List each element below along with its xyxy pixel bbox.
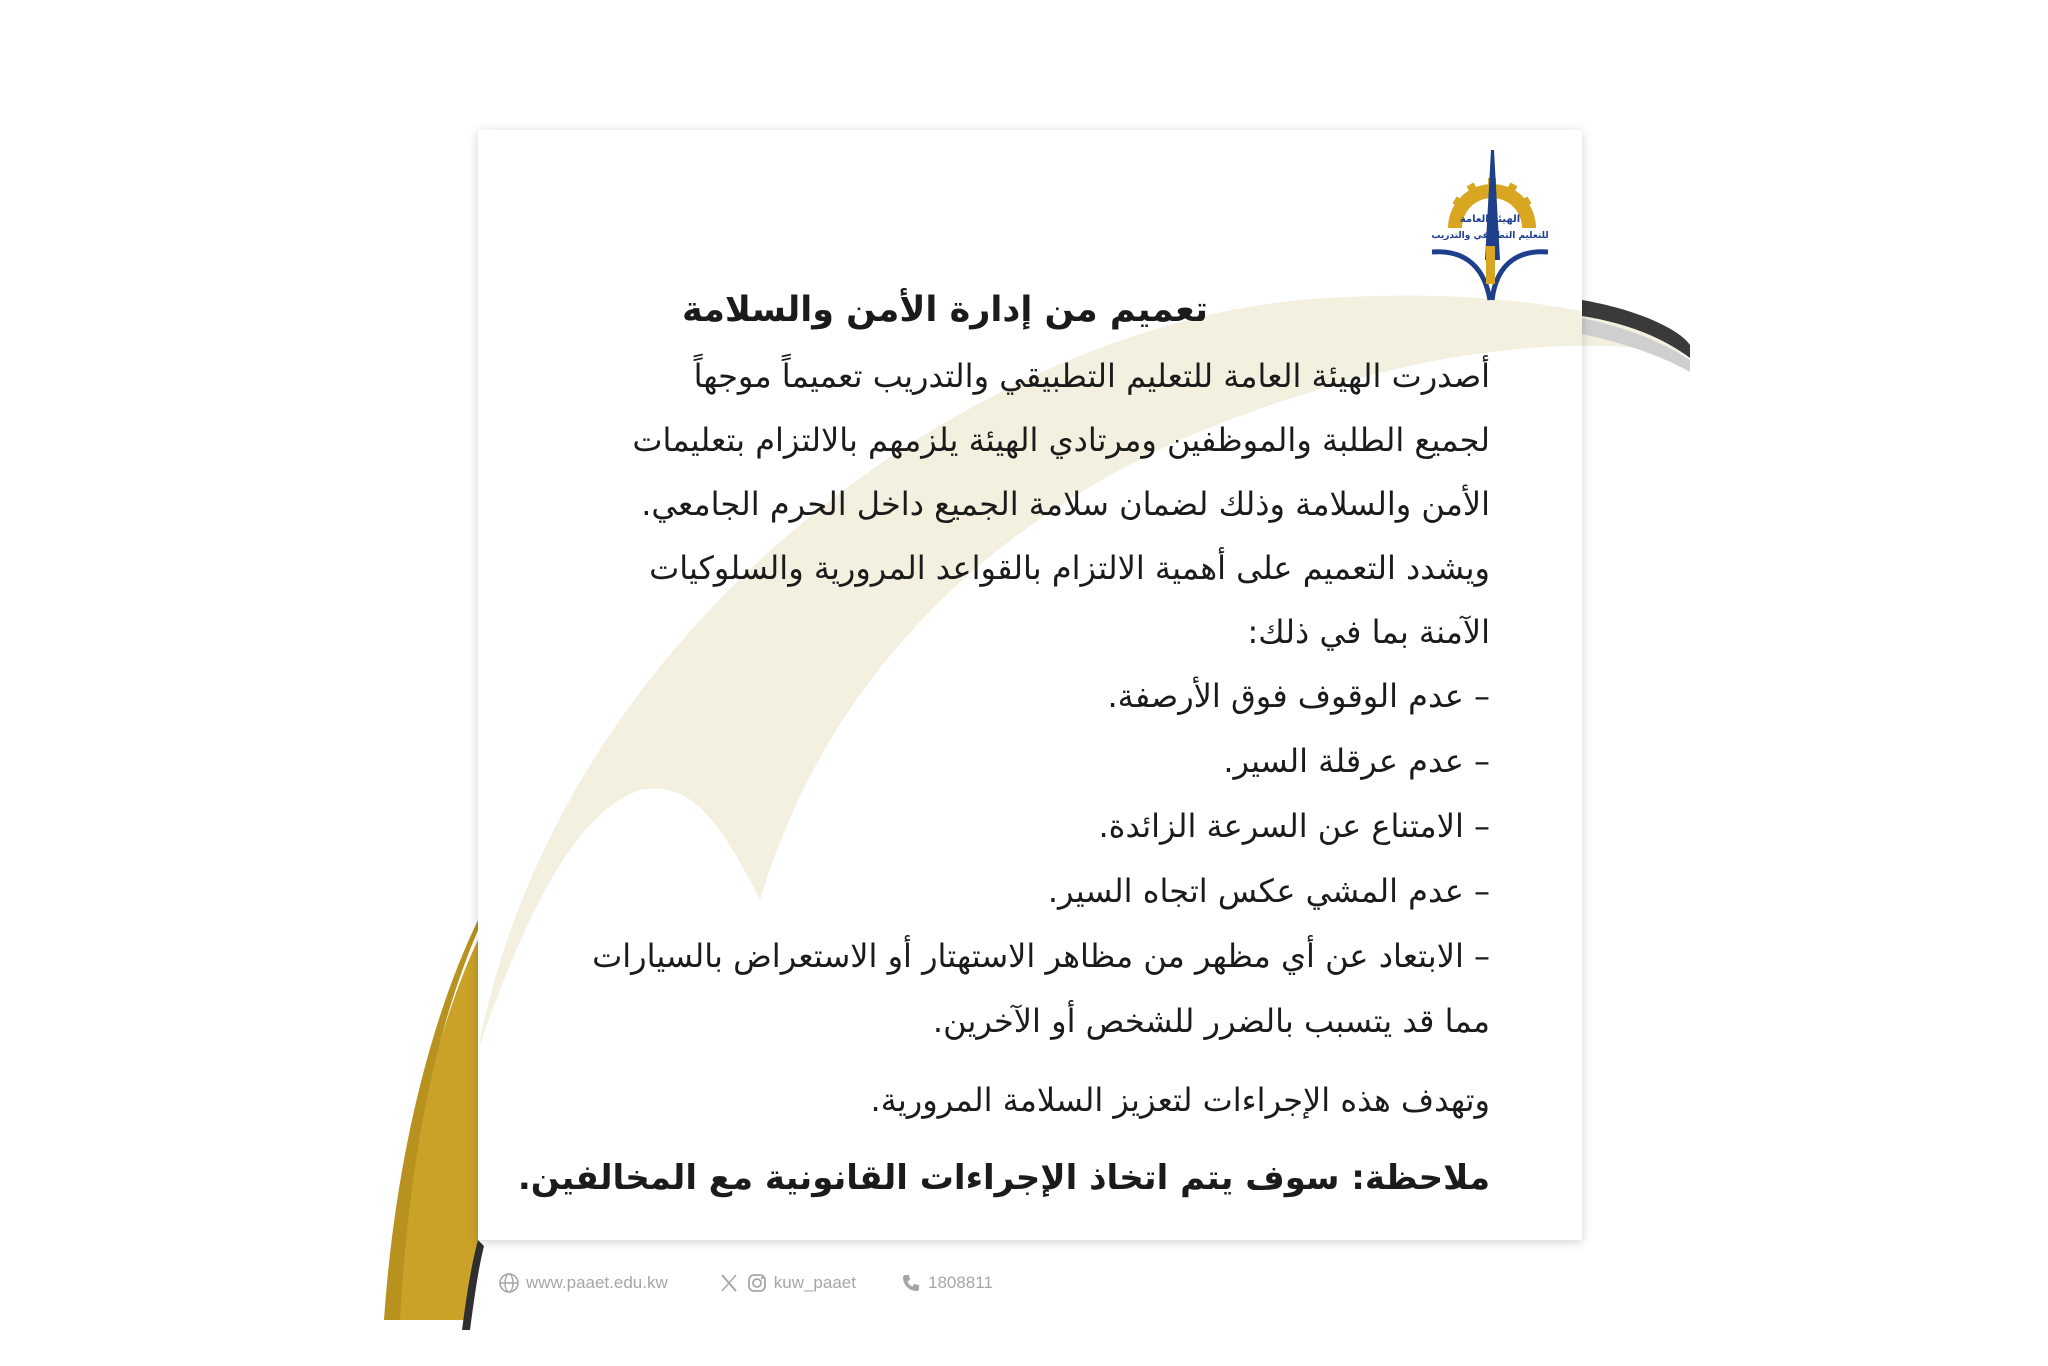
social-link[interactable] — [718, 1272, 856, 1294]
announcement-body — [517, 280, 1490, 1210]
phone-text: 1808811 — [927, 1273, 993, 1292]
instagram-icon — [746, 1272, 768, 1294]
list-item: – عدم عرقلة السير. — [1223, 742, 1490, 780]
gold-pillar — [1486, 246, 1495, 284]
phone-link[interactable] — [900, 1272, 993, 1294]
contact-footer — [498, 1268, 993, 1298]
x-icon — [718, 1272, 740, 1294]
rules-list — [590, 664, 1490, 1054]
list-item-continuation: مما قد يتسبب بالضرر للشخص أو الآخرين. — [932, 1002, 1490, 1040]
intro-line: الآمنة بما في ذلك: — [1247, 613, 1490, 651]
intro-line: لجميع الطلبة والموظفين ومرتادي الهيئة يلزمهم بالالتزام بتعليمات — [632, 421, 1490, 459]
list-item: – عدم المشي عكس اتجاه السير. — [1047, 872, 1490, 910]
list-item: – الامتناع عن السرعة الزائدة. — [1098, 807, 1490, 845]
right-arc — [1492, 252, 1548, 300]
legal-note: ملاحظة: سوف يتم اتخاذ الإجراءات القانونية مع المخالفين. — [517, 1158, 1490, 1198]
social-handle-text: kuw_paaet — [773, 1273, 856, 1292]
website-text: www.paaet.edu.kw — [526, 1273, 668, 1292]
website-link[interactable] — [498, 1272, 668, 1294]
intro-paragraph — [590, 344, 1490, 664]
logo-text-line1: الهيئة العامة — [1459, 214, 1521, 225]
phone-icon — [900, 1272, 922, 1294]
intro-line: الأمن والسلامة وذلك لضمان سلامة الجميع داخل الحرم الجامعي. — [641, 485, 1490, 523]
intro-line: أصدرت الهيئة العامة للتعليم التطبيقي والتدريب تعميماً موجهاً — [693, 357, 1490, 395]
list-item: – عدم الوقوف فوق الأرصفة. — [1107, 677, 1490, 715]
announcement-title: تعميم من إدارة الأمن والسلامة — [682, 290, 1208, 330]
globe-icon — [498, 1272, 520, 1294]
intro-line: ويشدد التعميم على أهمية الالتزام بالقواعد المرورية والسلوكيات — [649, 549, 1490, 587]
logo-text-line2: للتعليم التطبيقي والتدريب — [1431, 231, 1549, 241]
closing-statement: وتهدف هذه الإجراءات لتعزيز السلامة المرورية. — [870, 1081, 1490, 1119]
list-item: – الابتعاد عن أي مظهر من مظاهر الاستهتار أو الاستعراض بالسيارات — [592, 937, 1490, 975]
